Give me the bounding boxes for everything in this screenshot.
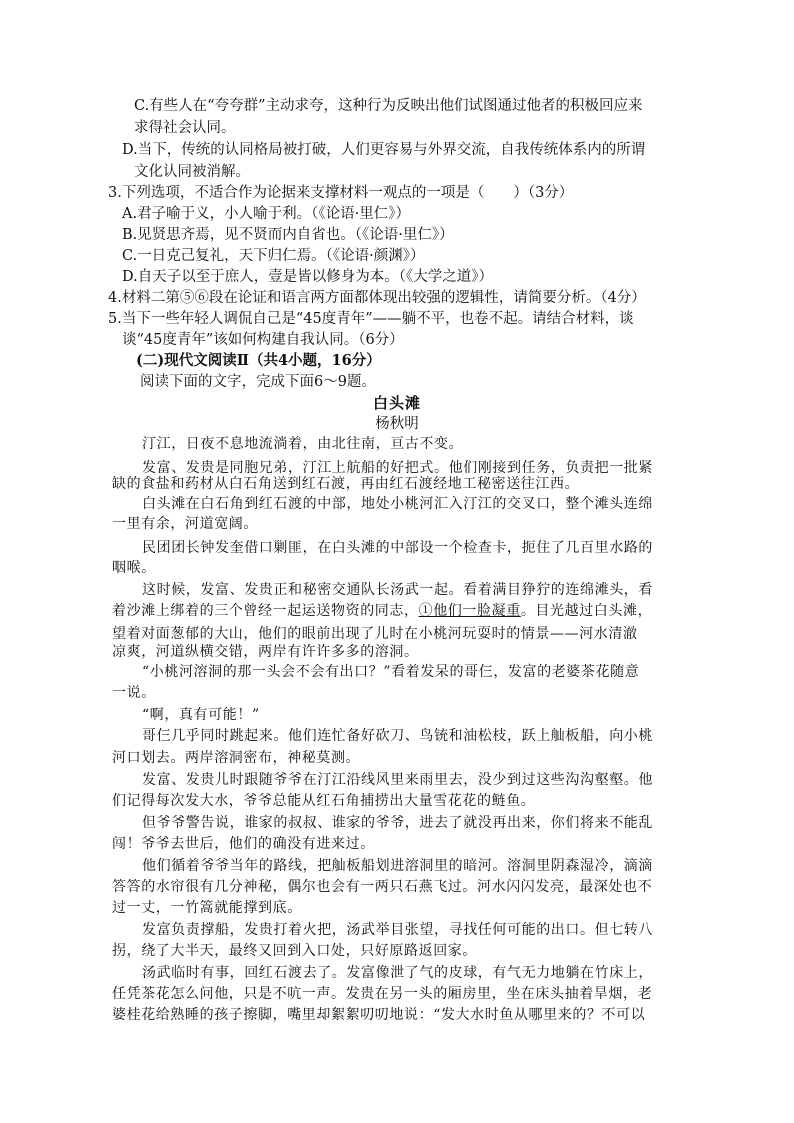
story-line: 闯！爷爷去世后，他们的确没有进来过。 — [112, 836, 375, 852]
story-line: 咽喉。 — [112, 560, 156, 576]
story-line: 但爷爷警告说，谁家的叔叔、谁家的爷爷，进去了就没再出来，你们将来不能乱 — [142, 815, 653, 831]
section-instruction: 阅读下面的文字，完成下面6～9题。 — [140, 374, 376, 390]
story-author: 杨秋明 — [375, 416, 419, 432]
q3-option-b: B.见贤思齐焉，见不贤而内自省也。（《论语·里仁》） — [122, 227, 454, 243]
story-line: 婆桂花给熟睡的孩子擦脚，嘴里却絮絮叨叨地说：“发大水时鱼从哪里来的？不可以 — [112, 1007, 646, 1023]
section-heading: (二)现代文阅读Ⅱ（共4小题，16分） — [136, 352, 381, 369]
q3-option-a: A.君子喻于义，小人喻于利。（《论语·里仁》） — [122, 206, 410, 222]
story-line: 望着对面葱郁的大山，他们的眼前出现了儿时在小桃河玩耍时的情景——河水清澈 — [112, 626, 638, 642]
story-line: 们记得每次发大水，爷爷总能从红石角捕捞出大量雪花花的鲢鱼。 — [112, 793, 536, 809]
story-line: 一里有余，河道宽阔。 — [112, 516, 258, 532]
story-line: 拐，绕了大半天，最终又回到入口处，只好原路返回家。 — [112, 943, 477, 959]
story-line: 凉爽，河道纵横交错，两岸有许许多多的溶洞。 — [112, 644, 419, 660]
story-title: 白头滩 — [372, 394, 421, 412]
q2-option-d-line-1: D.当下，传统的认同格局被打破，人们更容易与外界交流，自我传统体系内的所谓 — [122, 142, 646, 158]
story-line: 发富负责撑船，发贵打着火把，汤武举目张望，寻找任何可能的出口。但七转八 — [142, 922, 653, 938]
q5-line-2: 谈“45度青年”该如何构建自我认同。（6分） — [122, 332, 404, 348]
story-line: 民团团长钟发奎借口剿匪，在白头滩的中部设一个检查卡，扼住了几百里水路的 — [142, 540, 653, 556]
q2-option-c-line-1: C.有些人在“夸夸群”主动求夸，这种行为反映出他们试图通过他者的积极回应来 — [134, 98, 643, 114]
story-line: 河口划去。两岸溶洞密布，神秘莫测。 — [112, 750, 361, 766]
q3-stem: 3.下列选项，不适合作为论据来支撑材料一观点的一项是（ ）（3分） — [108, 185, 574, 201]
underlined-phrase-1: ①他们一脸凝重 — [418, 603, 521, 619]
q2-option-c-line-2: 求得社会认同。 — [134, 120, 236, 136]
q3-option-c: C.一日克己复礼，天下归仁焉。（《论语·颜渊》） — [122, 248, 425, 264]
story-line: 白头滩在白石角到红石渡的中部，地处小桃河汇入汀江的交叉口，整个滩头连绵 — [142, 496, 653, 512]
story-line: 汤武临时有事，回红石渡去了。发富像泄了气的皮球，有气无力地躺在竹床上， — [142, 965, 653, 981]
story-line: 汀江，日夜不息地流淌着，由北往南，亘古不变。 — [142, 436, 464, 452]
story-line: 过一丈，一竹篙就能撑到底。 — [112, 900, 302, 916]
q3-option-d: D.自天子以至于庶人，壹是皆以修身为本。（《大学之道》） — [122, 269, 493, 285]
story-line: 任凭茶花怎么问他，只是不吭一声。发贵在另一头的厢房里，坐在床头抽着旱烟，老 — [112, 986, 653, 1002]
q5-line-1: 5.当下一些年轻人调侃自己是“45度青年”——躺不平，也卷不起。请结合材料，谈 — [108, 311, 634, 327]
q2-option-d-line-2: 文化认同被消解。 — [134, 164, 250, 180]
story-line: 发富、发贵是同胞兄弟，汀江上航船的好把式。他们刚接到任务，负责把一批紧 — [142, 460, 653, 476]
story-line: 缺的食盐和药材从白石角送到红石渡，再由红石渡经地工秘密送往江西。 — [112, 476, 580, 492]
q4-text: 4.材料二第⑤⑥段在论证和语言两方面都体现出较强的逻辑性，请简要分析。（4分） — [108, 290, 646, 306]
story-line: “啊，真有可能！” — [142, 707, 260, 723]
story-line: 他们循着爷爷当年的路线，把舢板船划进溶洞里的暗河。溶洞里阴森湿冷，滴滴 — [142, 858, 653, 874]
story-line: 发富、发贵儿时跟随爷爷在汀江沿线风里来雨里去，没少到过这些沟沟壑壑。他 — [142, 772, 653, 788]
story-line: 答答的水帘很有几分神秘，偶尔也会有一两只石燕飞过。河水闪闪发亮，最深处也不 — [112, 879, 653, 895]
story-line: 这时候，发富、发贵正和秘密交通队长汤武一起。看着满目狰狞的连绵滩头，看 — [142, 582, 653, 598]
story-line — [112, 601, 652, 621]
story-line: 哥仨几乎同时跳起来。他们连忙备好砍刀、鸟铳和油松枝，跃上舢板船，向小桃 — [142, 728, 653, 744]
story-line: 一说。 — [112, 685, 156, 701]
story-line-segment: 着沙滩上绑着的三个曾经一起运送物资的同志， — [112, 603, 419, 619]
story-line: “小桃河溶洞的那一头会不会有出口？”看着发呆的哥仨，发富的老婆茶花随意 — [142, 664, 640, 680]
story-line-segment: 。目光越过白头滩， — [520, 603, 653, 619]
